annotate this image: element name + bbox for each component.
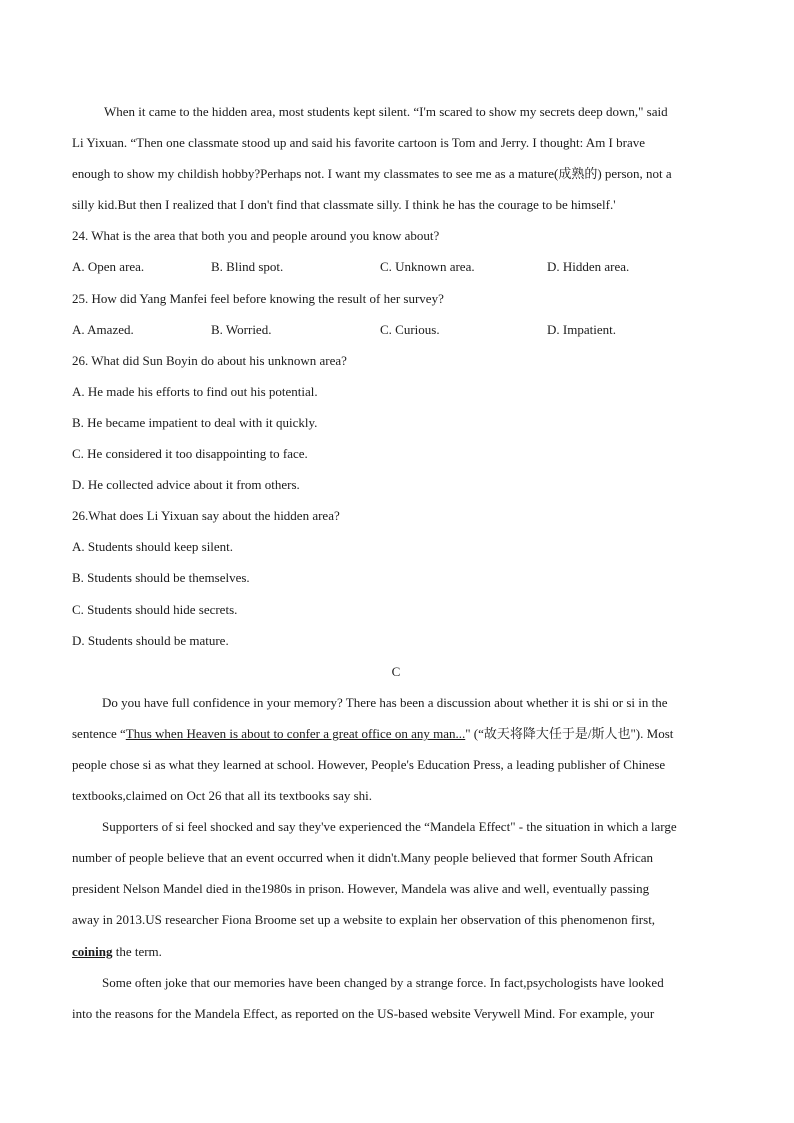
paragraph-line: away in 2013.US researcher Fiona Broome set up a website to explain her observation of this phenomenon first,	[72, 912, 656, 928]
option-c: C. Curious.	[380, 321, 440, 337]
option-c: C. Students should hide secrets.	[72, 601, 238, 617]
quote-prefix: sentence “	[72, 725, 126, 741]
question-stem: 26. What did Sun Boyin do about his unknown area?	[72, 352, 347, 368]
option-c: C. Unknown area.	[380, 259, 475, 275]
line-rest: the term.	[112, 943, 162, 959]
option-c: C. He considered it too disappointing to face.	[72, 446, 308, 462]
option-row	[72, 314, 720, 345]
option-a: A. Open area.	[72, 259, 145, 275]
option-d: D. He collected advice about it from others.	[72, 477, 300, 493]
quote-suffix: " (“故天将降大任于是/斯人也"). Most	[465, 725, 674, 741]
section-heading: C	[391, 663, 401, 679]
paragraph-line: Li Yixuan. “Then one classmate stood up and said his favorite cartoon is Tom and Jerry. I thought: Am I brave	[72, 135, 646, 151]
paragraph-line	[72, 936, 720, 967]
option-a: A. Amazed.	[72, 321, 134, 337]
paragraph-line: Supporters of si feel shocked and say they've experienced the “Mandela Effect" - the situation in which a large	[102, 819, 677, 835]
option-d: D. Impatient.	[547, 321, 616, 337]
paragraph-line	[72, 718, 720, 749]
option-b: B. Students should be themselves.	[72, 570, 250, 586]
option-d: D. Hidden area.	[547, 259, 630, 275]
option-a: A. Students should keep silent.	[72, 539, 234, 555]
paragraph-line: Some often joke that our memories have been changed by a strange force. In fact,psychologists have looked	[102, 974, 664, 990]
bold-underlined-word: coining	[72, 943, 113, 959]
question-stem: 26.What does Li Yixuan say about the hidden area?	[72, 508, 340, 524]
paragraph-line: When it came to the hidden area, most students kept silent. “I'm scared to show my secrets deep down," said	[104, 104, 668, 119]
document-page	[72, 96, 720, 1029]
paragraph-line: Do you have full confidence in your memory? There has been a discussion about whether it is shi or si in the	[102, 694, 668, 710]
paragraph-line: into the reasons for the Mandela Effect, as reported on the US-based website Verywell Mind. For example, your	[72, 1005, 655, 1021]
paragraph-line: president Nelson Mandel died in the1980s in prison. However, Mandela was alive and well, eventually passing	[72, 881, 650, 897]
option-b: B. He became impatient to deal with it quickly.	[72, 414, 318, 430]
paragraph-line: people chose si as what they learned at school. However, People's Education Press, a leading publisher of Chinese	[72, 756, 666, 772]
paragraph-line: textbooks,claimed on Oct 26 that all its textbooks say shi.	[72, 788, 373, 804]
question-stem: 25. How did Yang Manfei feel before knowing the result of her survey?	[72, 290, 444, 306]
paragraph-line: enough to show my childish hobby?Perhaps not. I want my classmates to see me as a mature(成熟的) person, not a	[72, 166, 672, 182]
paragraph-line: number of people believe that an event occurred when it didn't.Many people believed that former South African	[72, 850, 654, 866]
option-row	[72, 251, 720, 282]
underlined-quote: Thus when Heaven is about to confer a great office on any man...	[125, 725, 466, 741]
question-stem: 24. What is the area that both you and people around you know about?	[72, 228, 440, 244]
option-b: B. Worried.	[211, 321, 272, 337]
option-d: D. Students should be mature.	[72, 632, 229, 648]
paragraph-line: silly kid.But then I realized that I don't find that classmate silly. I think he has the courage to be himself.'	[72, 197, 616, 213]
option-b: B. Blind spot.	[211, 259, 284, 275]
option-a: A. He made his efforts to find out his potential.	[72, 383, 318, 399]
